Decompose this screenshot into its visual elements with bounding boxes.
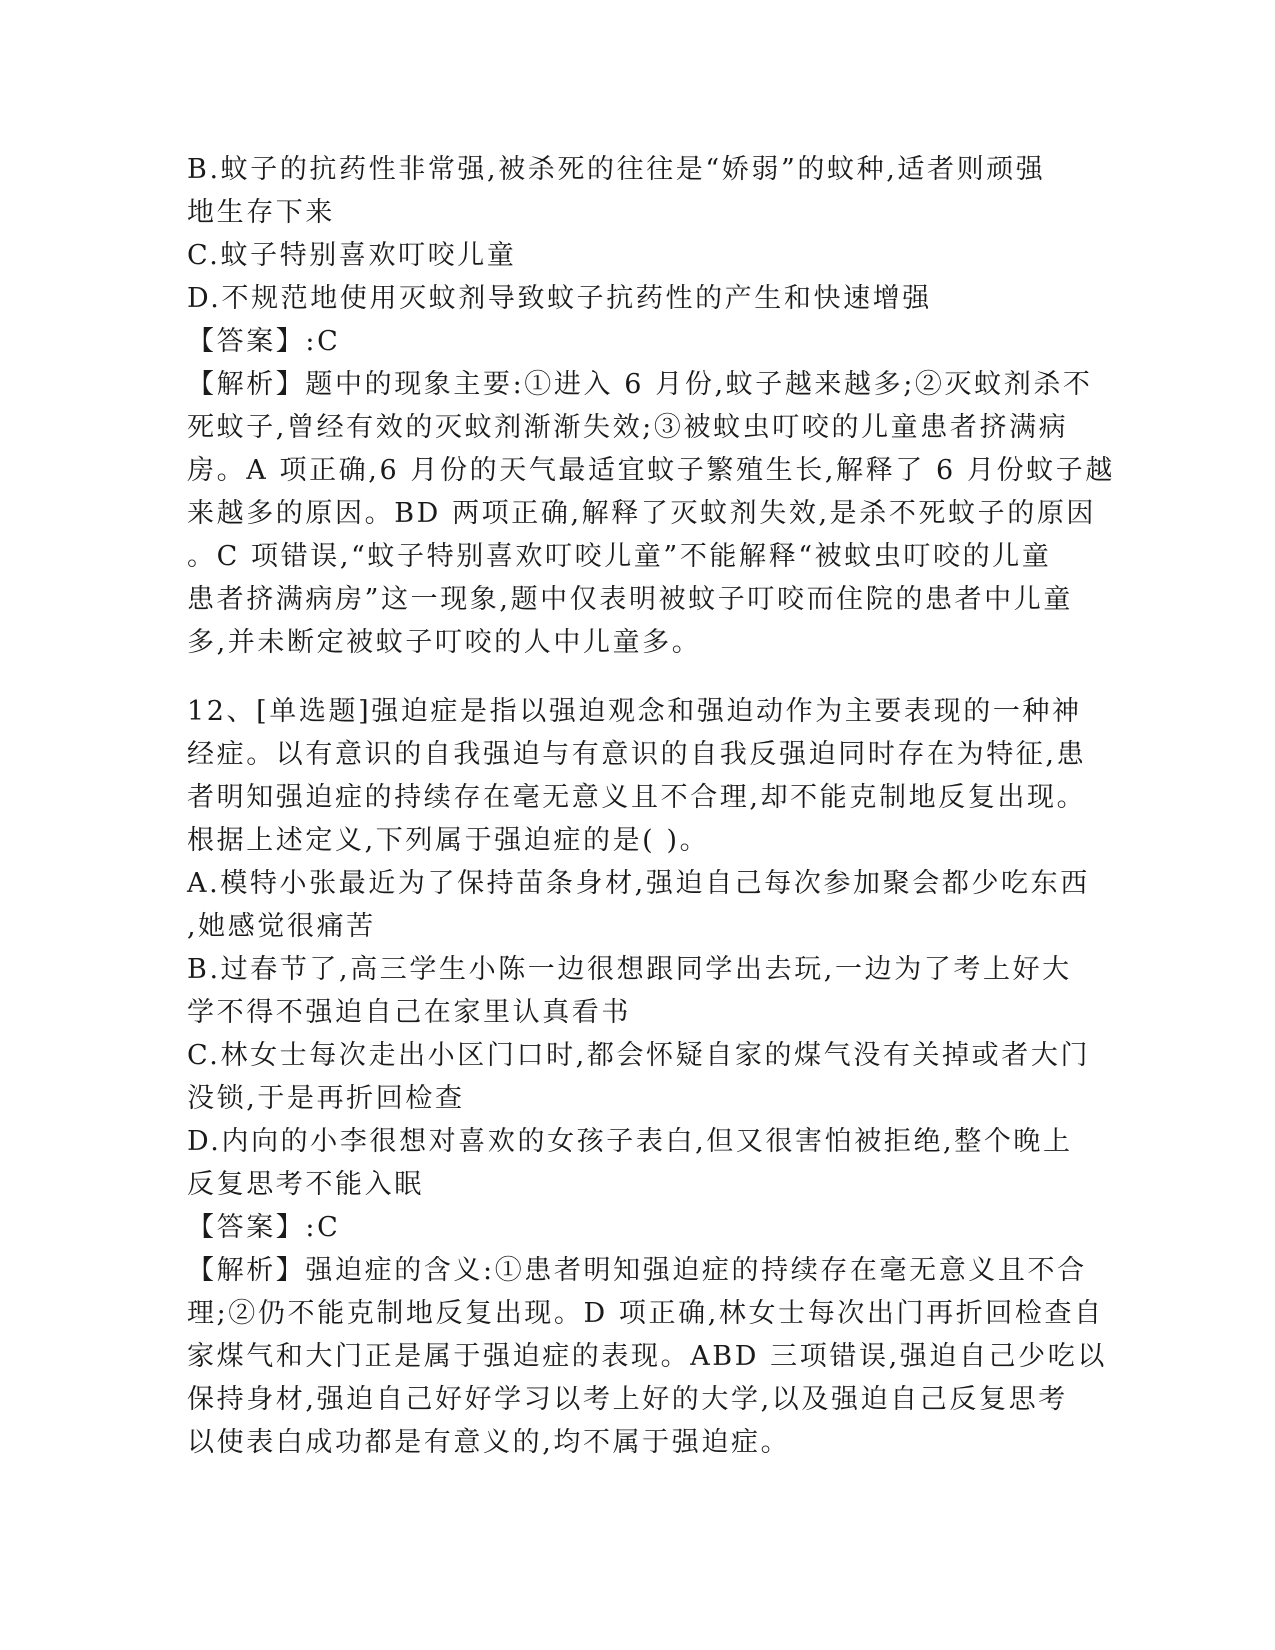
option-d-line-1: D.内向的小李很想对喜欢的女孩子表白,但又很害怕被拒绝,整个晚上 <box>187 1126 1073 1157</box>
option-d-line-1: D.不规范地使用灭蚊剂导致蚊子抗药性的产生和快速增强 <box>187 283 932 314</box>
analysis-line: 【解析】强迫症的含义:①患者明知强迫症的持续存在毫无意义且不合 <box>187 1255 1087 1286</box>
section-gap <box>187 664 1087 690</box>
option-b-line-1: B.过春节了,高三学生小陈一边很想跟同学出去玩,一边为了考上好大 <box>187 954 1072 985</box>
analysis-line: 以使表白成功都是有意义的,均不属于强迫症。 <box>187 1427 791 1458</box>
option-d-line-2: 反复思考不能入眠 <box>187 1169 424 1200</box>
answer-line: 【答案】:C <box>187 1212 341 1243</box>
option-b-line-2: 学不得不强迫自己在家里认真看书 <box>187 997 631 1028</box>
analysis-line: 。C 项错误,“蚊子特别喜欢叮咬儿童”不能解释“被蚊虫叮咬的儿童 <box>187 541 1052 572</box>
option-a-line-2: ,她感觉很痛苦 <box>187 911 376 942</box>
option-c-line-1: C.蚊子特别喜欢叮咬儿童 <box>187 240 517 271</box>
option-b-line-1: B.蚊子的抗药性非常强,被杀死的往往是“娇弱”的蚊种,适者则顽强 <box>187 154 1046 185</box>
option-c-line-2: 没锁,于是再折回检查 <box>187 1083 465 1114</box>
question-11-tail <box>187 148 1115 664</box>
option-b-line-2: 地生存下来 <box>187 197 335 228</box>
analysis-line: 患者挤满病房”这一现象,题中仅表明被蚊子叮咬而住院的患者中儿童 <box>187 584 1073 615</box>
question-stem-line: 12、[单选题]强迫症是指以强迫观念和强迫动作为主要表现的一种神 <box>187 696 1082 727</box>
analysis-line: 多,并未断定被蚊子叮咬的人中儿童多。 <box>187 627 702 658</box>
analysis-line: 死蚊子,曾经有效的灭蚊剂渐渐失效;③被蚊虫叮咬的儿童患者挤满病 <box>187 412 1069 443</box>
option-c-line-1: C.林女士每次走出小区门口时,都会怀疑自家的煤气没有关掉或者大门 <box>187 1040 1091 1071</box>
analysis-line: 【解析】题中的现象主要:①进入 6 月份,蚊子越来越多;②灭蚊剂杀不 <box>187 369 1093 400</box>
analysis-line: 家煤气和大门正是属于强迫症的表现。ABD 三项错误,强迫自己少吃以 <box>187 1341 1107 1372</box>
question-stem-line: 经症。以有意识的自我强迫与有意识的自我反强迫同时存在为特征,患 <box>187 739 1087 770</box>
option-a-line-1: A.模特小张最近为了保持苗条身材,强迫自己每次参加聚会都少吃东西 <box>187 868 1090 899</box>
analysis-line: 来越多的原因。BD 两项正确,解释了灭蚊剂失效,是杀不死蚊子的原因 <box>187 498 1097 529</box>
analysis-line: 理;②仍不能克制地反复出现。D 项正确,林女士每次出门再折回检查自 <box>187 1298 1104 1329</box>
analysis-line: 房。A 项正确,6 月份的天气最适宜蚊子繁殖生长,解释了 6 月份蚊子越 <box>187 455 1115 486</box>
document-page <box>187 148 1115 1464</box>
question-stem-line: 者明知强迫症的持续存在毫无意义且不合理,却不能克制地反复出现。 <box>187 782 1087 813</box>
question-12 <box>187 690 1107 1464</box>
answer-line: 【答案】:C <box>187 326 341 357</box>
analysis-line: 保持身材,强迫自己好好学习以考上好的大学,以及强迫自己反复思考 <box>187 1384 1068 1415</box>
question-stem-line: 根据上述定义,下列属于强迫症的是( )。 <box>187 825 710 856</box>
